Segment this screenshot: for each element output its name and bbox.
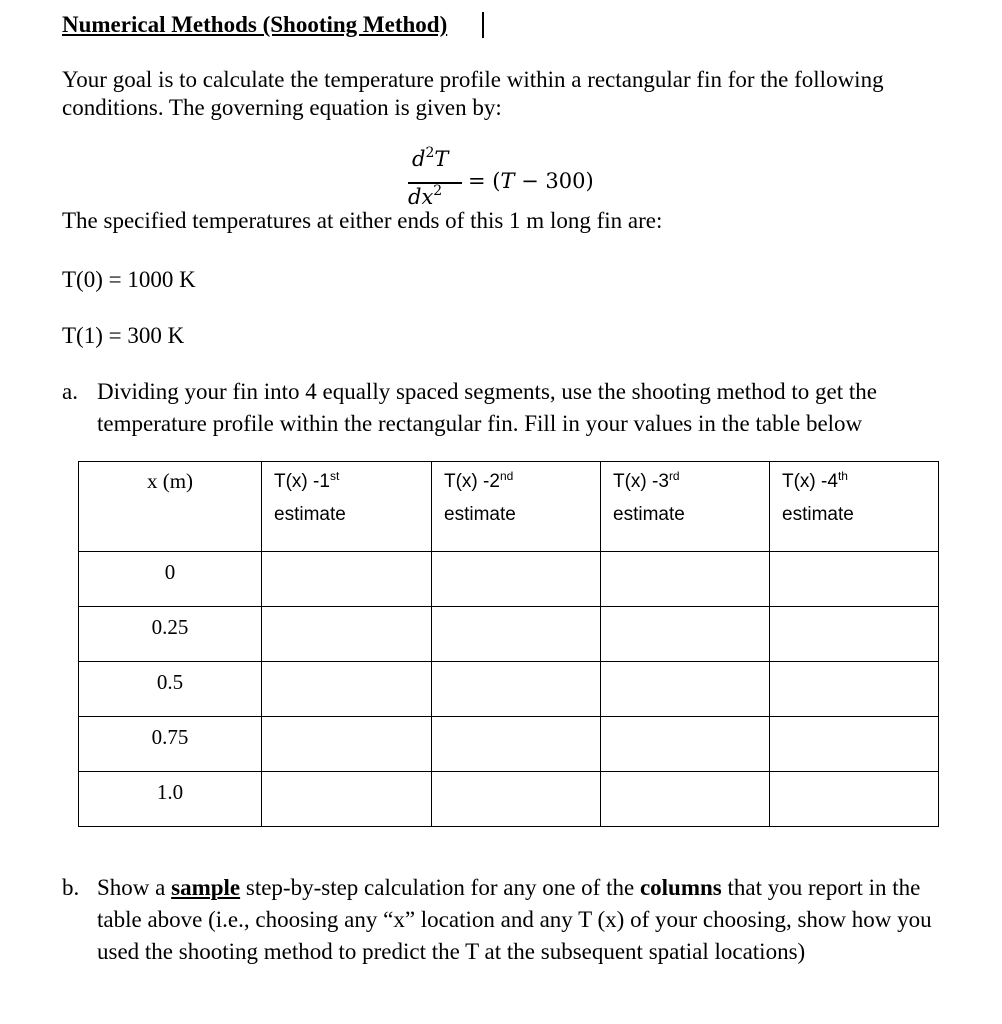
equation-denominator: $dx^2$ (408, 183, 443, 209)
empty-estimate-cell[interactable] (770, 607, 939, 662)
estimate-3-header: T(x) -3rd estimate (601, 462, 770, 552)
empty-estimate-cell[interactable] (770, 717, 939, 772)
estimate-1-header: T(x) -1st estimate (262, 462, 432, 552)
temperature-table (78, 461, 939, 827)
x-value-cell: 0.25 (79, 607, 262, 662)
part-b-label: b. (62, 875, 80, 900)
table-row (79, 552, 939, 607)
boundary-intro: The specified temperatures at either ends of this 1 m long fin are: (62, 208, 663, 233)
x-value-cell: 1.0 (79, 772, 262, 827)
table-row (79, 607, 939, 662)
empty-estimate-cell[interactable] (432, 717, 601, 772)
empty-estimate-cell[interactable] (262, 552, 432, 607)
part-a-text: Dividing your fin into 4 equally spaced segments, use the shooting method to get the temperature profile within the rectangular fin. Fill in your values in the table below (97, 379, 877, 436)
text-cursor (482, 12, 484, 38)
empty-estimate-cell[interactable] (432, 772, 601, 827)
empty-estimate-cell[interactable] (432, 607, 601, 662)
equation-numerator: $d^2T$ (412, 145, 449, 171)
part-b-text: Show a sample step-by-step calculation for any one of the columns that you report in the table above (i.e., choosing any “x” location and any T (x) of your choosing, show how you used the shooting method to predict the T at the subsequent spatial locations) (97, 875, 932, 964)
estimate-4-header: T(x) -4th estimate (770, 462, 939, 552)
x-value-cell: 0.5 (79, 662, 262, 717)
table-row (79, 717, 939, 772)
empty-estimate-cell[interactable] (262, 717, 432, 772)
table-header-row (79, 462, 939, 552)
document-title: Numerical Methods (Shooting Method) (62, 12, 448, 37)
table-row (79, 662, 939, 717)
empty-estimate-cell[interactable] (262, 607, 432, 662)
estimate-2-header: T(x) -2nd estimate (432, 462, 601, 552)
empty-estimate-cell[interactable] (770, 772, 939, 827)
x-value-cell: 0.75 (79, 717, 262, 772)
intro-paragraph: Your goal is to calculate the temperature profile within a rectangular fin for the following conditions. The governing equation is given by: (62, 67, 884, 120)
x-value-cell: 0 (79, 552, 262, 607)
empty-estimate-cell[interactable] (601, 552, 770, 607)
empty-estimate-cell[interactable] (770, 552, 939, 607)
empty-estimate-cell[interactable] (601, 717, 770, 772)
empty-estimate-cell[interactable] (262, 772, 432, 827)
boundary-condition-1: T(0) = 1000 K (62, 267, 196, 292)
empty-estimate-cell[interactable] (432, 552, 601, 607)
empty-estimate-cell[interactable] (601, 662, 770, 717)
emphasis-columns: columns (639, 875, 722, 900)
empty-estimate-cell[interactable] (601, 607, 770, 662)
equation-rhs: = (T − 300) (468, 169, 594, 193)
table-row (79, 772, 939, 827)
governing-equation (408, 145, 648, 215)
empty-estimate-cell[interactable] (262, 662, 432, 717)
x-column-header: x (m) (79, 462, 262, 552)
empty-estimate-cell[interactable] (601, 772, 770, 827)
part-a-label: a. (62, 379, 78, 404)
empty-estimate-cell[interactable] (432, 662, 601, 717)
empty-estimate-cell[interactable] (770, 662, 939, 717)
emphasis-sample: sample (171, 875, 241, 900)
boundary-condition-2: T(1) = 300 K (62, 323, 185, 348)
